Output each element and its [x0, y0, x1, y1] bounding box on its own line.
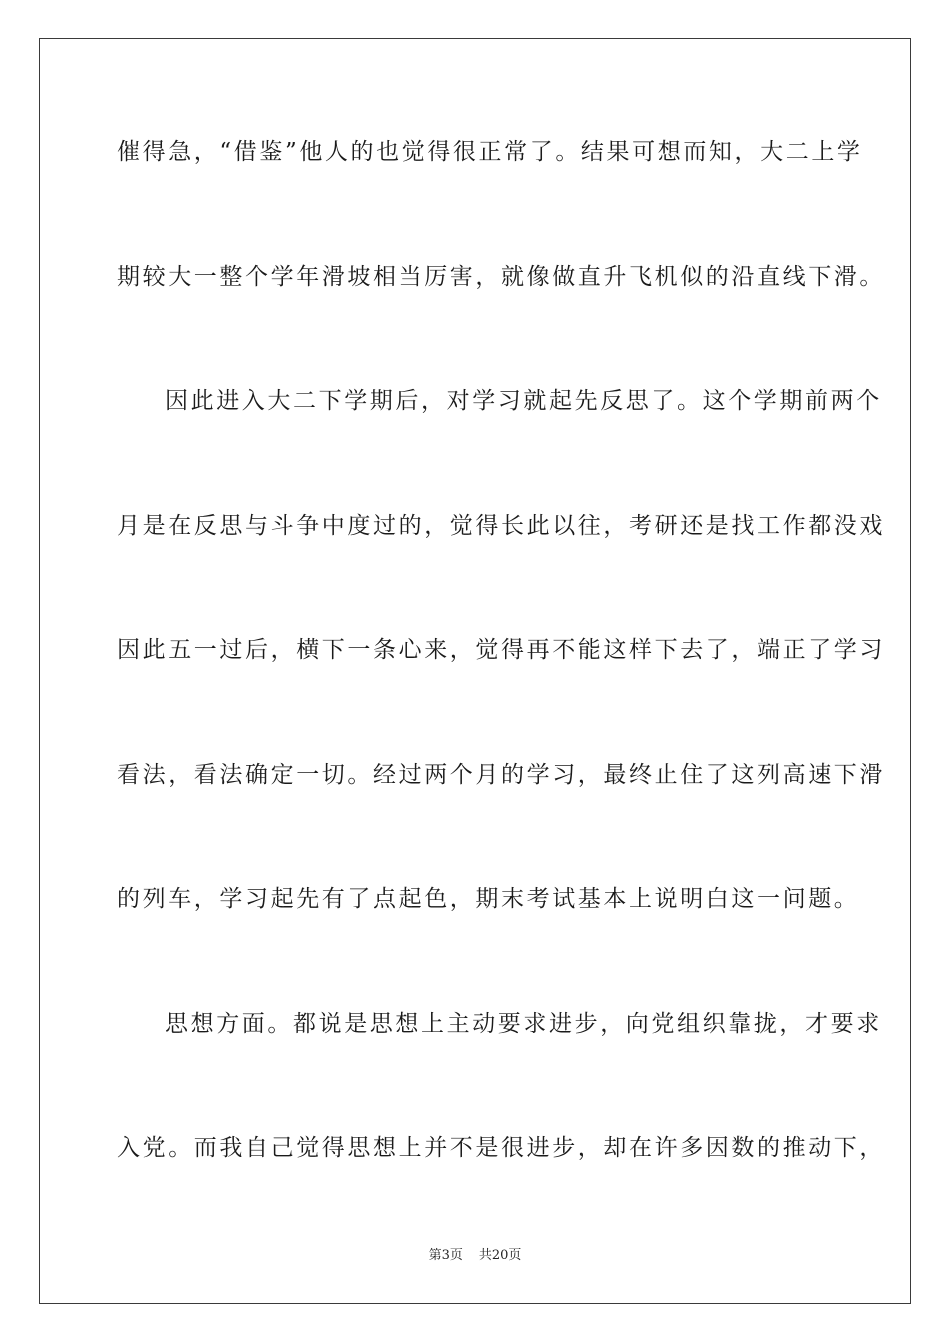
text-line: 看法，看法确定一切。经过两个月的学习，最终止住了这列高速下滑 — [117, 762, 885, 788]
text-line: 期较大一整个学年滑坡相当厉害，就像做直升飞机似的沿直线下滑。 — [117, 264, 885, 290]
page-total: 共20页 — [478, 1248, 522, 1263]
text-line: 思想方面。都说是思想上主动要求进步，向党组织靠拢，才要求 — [165, 1011, 882, 1037]
text-line: 催得急，“借鉴”他人的也觉得很正常了。结果可想而知，大二上学 — [117, 139, 863, 165]
text-line: 月是在反思与斗争中度过的，觉得长此以往，考研还是找工作都没戏 — [117, 513, 885, 539]
page-footer — [0, 1247, 950, 1265]
text-line: 因此进入大二下学期后，对学习就起先反思了。这个学期前两个 — [165, 388, 882, 414]
page-border — [39, 38, 911, 1304]
page-number: 第3页 — [428, 1248, 463, 1263]
text-line: 的列车，学习起先有了点起色，期末考试基本上说明白这一问题。 — [117, 886, 860, 912]
text-line: 因此五一过后，横下一条心来，觉得再不能这样下去了，端正了学习 — [117, 637, 885, 663]
text-line: 入党。而我自己觉得思想上并不是很进步，却在许多因数的推动下， — [117, 1135, 885, 1161]
